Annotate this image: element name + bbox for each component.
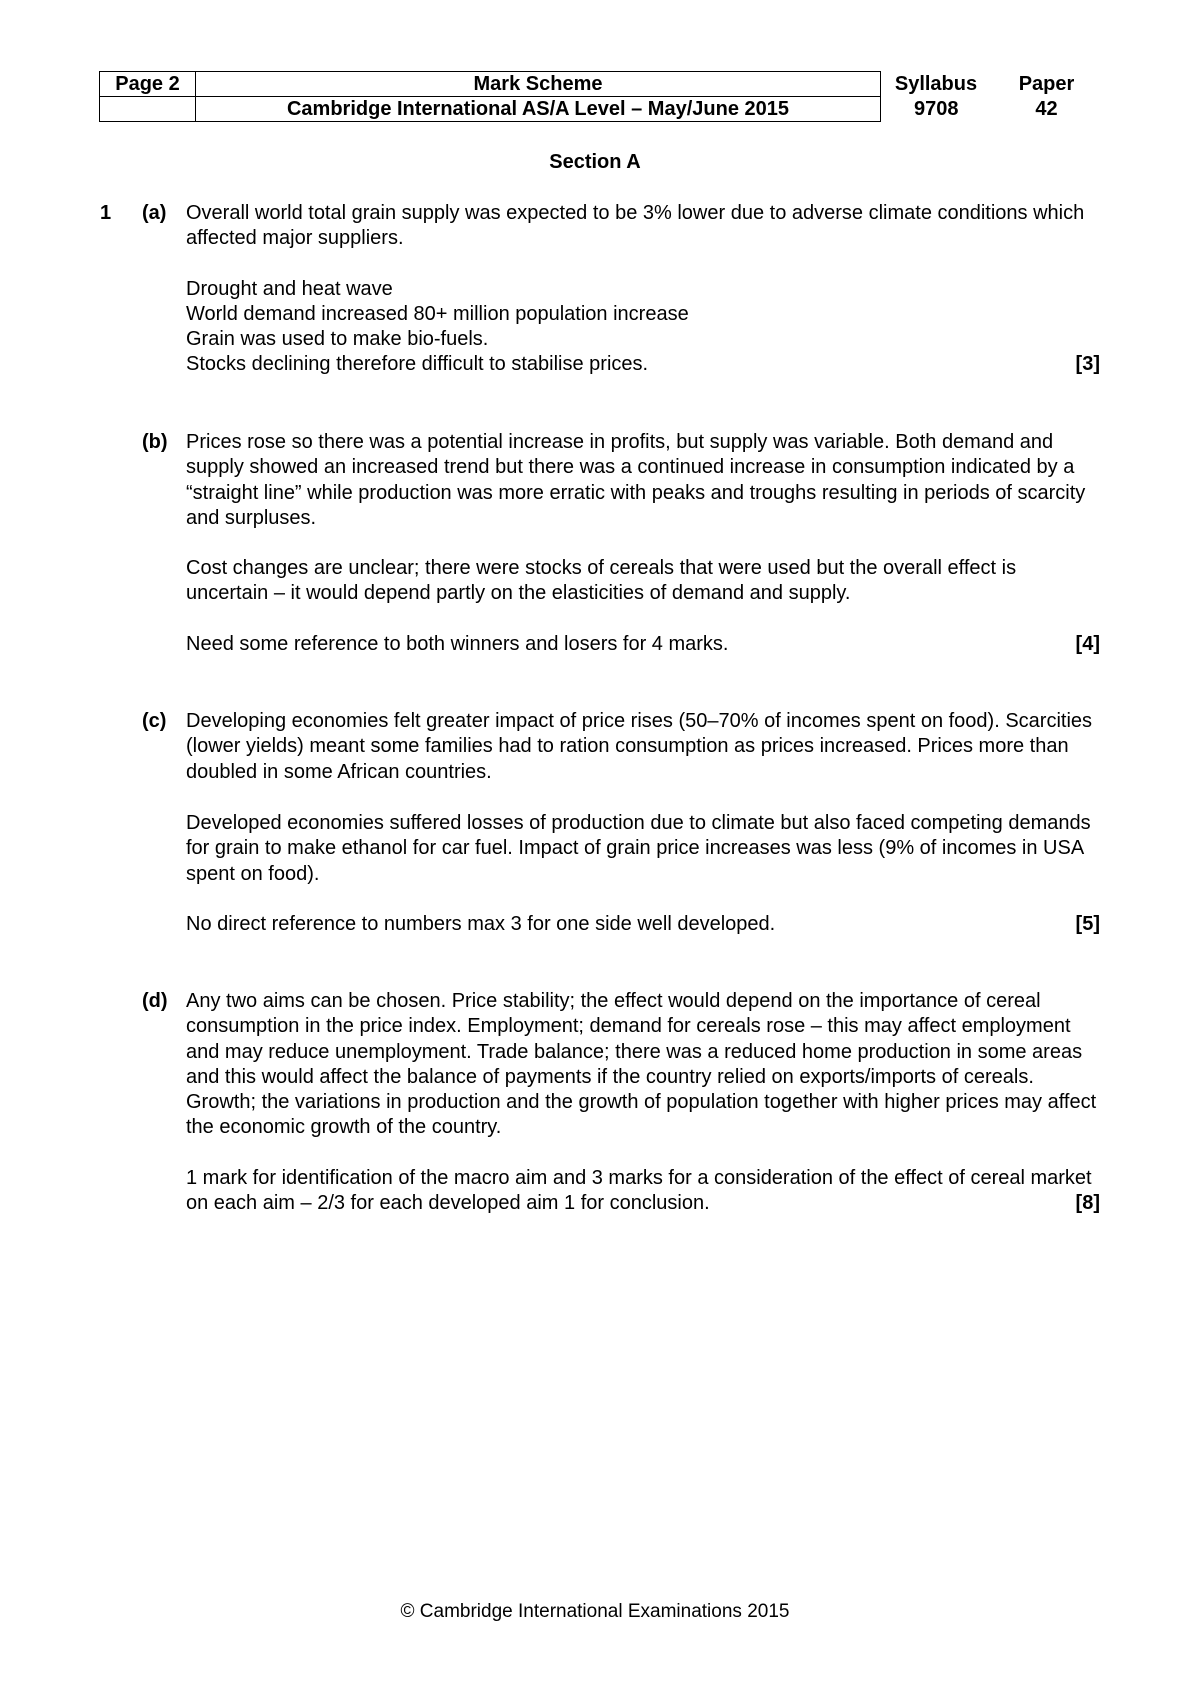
part-b-paragraph: Need some reference to both winners and losers for 4 marks. bbox=[186, 633, 729, 655]
part-a-point: World demand increased 80+ million population increase bbox=[186, 303, 689, 325]
syllabus-value: 9708 bbox=[914, 98, 959, 120]
part-label-c: (c) bbox=[142, 710, 167, 732]
part-b-paragraph: Cost changes are unclear; there were stocks of cereals that were used but the overall effect is uncertain – it would depend partly on the elasticities of demand and supply. bbox=[186, 557, 1017, 605]
page-number: Page 2 bbox=[100, 72, 196, 97]
part-b-paragraph: Prices rose so there was a potential increase in profits, but supply was variable. Both demand and supply showed an increased trend but there was a continued increase in consumption indicated by a “straight line” while production was more erratic with peaks and troughs resulting in periods of scarcity and surpluses. bbox=[186, 431, 1086, 529]
part-a-point: Drought and heat wave bbox=[186, 278, 393, 300]
copyright-footer: © Cambridge International Examinations 2015 bbox=[400, 1601, 790, 1622]
part-label-b: (b) bbox=[142, 431, 168, 453]
syllabus-label: Syllabus bbox=[894, 73, 978, 95]
mark-c: [5] bbox=[1075, 913, 1100, 935]
question-number: 1 bbox=[100, 202, 112, 224]
part-label-a: (a) bbox=[142, 202, 167, 224]
header-title: Mark Scheme bbox=[196, 72, 881, 97]
mark-d: [8] bbox=[1075, 1192, 1100, 1214]
mark-a: [3] bbox=[1075, 353, 1100, 375]
part-a-point: Grain was used to make bio-fuels. bbox=[186, 328, 489, 350]
paper-label: Paper bbox=[1018, 73, 1075, 95]
part-c-paragraph: No direct reference to numbers max 3 for one side well developed. bbox=[186, 913, 776, 935]
part-label-d: (d) bbox=[142, 990, 168, 1012]
header-blank-cell bbox=[100, 97, 196, 122]
header-table bbox=[99, 71, 1102, 122]
paper-value: 42 bbox=[1035, 98, 1058, 120]
part-c-paragraph: Developed economies suffered losses of production due to climate but also faced competing demands for grain to make ethanol for car fuel. Impact of grain price increases was less (9% of incomes in USA spent on food). bbox=[186, 812, 1091, 885]
part-c-paragraph: Developing economies felt greater impact of price rises (50–70% of incomes spent on food). Scarcities (lower yields) meant some families had to ration consumption as prices increased. Prices more than doubled in some African countries. bbox=[186, 710, 1093, 783]
part-d-paragraph: Any two aims can be chosen. Price stability; the effect would depend on the importance of cereal consumption in the price index. Employment; demand for cereals rose – this may affect employment and may reduce unemployment. Trade balance; there was a reduced home production in some areas and this would affect the balance of payments if the country relied on exports/imports of cereals. Growth; the variations in production and the growth of population together with higher prices may affect the economic growth of the country. bbox=[186, 990, 1097, 1139]
header-subtitle: Cambridge International AS/A Level – May/June 2015 bbox=[196, 97, 881, 122]
mark-b: [4] bbox=[1075, 633, 1100, 655]
part-a-paragraph: Overall world total grain supply was expected to be 3% lower due to adverse climate conditions which affected major suppliers. bbox=[186, 202, 1085, 250]
section-title: Section A bbox=[549, 151, 641, 173]
part-d-paragraph: 1 mark for identification of the macro aim and 3 marks for a consideration of the effect of cereal market on each aim – 2/3 for each developed aim 1 for conclusion. bbox=[186, 1167, 1092, 1215]
part-a-point: Stocks declining therefore difficult to stabilise prices. bbox=[186, 353, 649, 375]
